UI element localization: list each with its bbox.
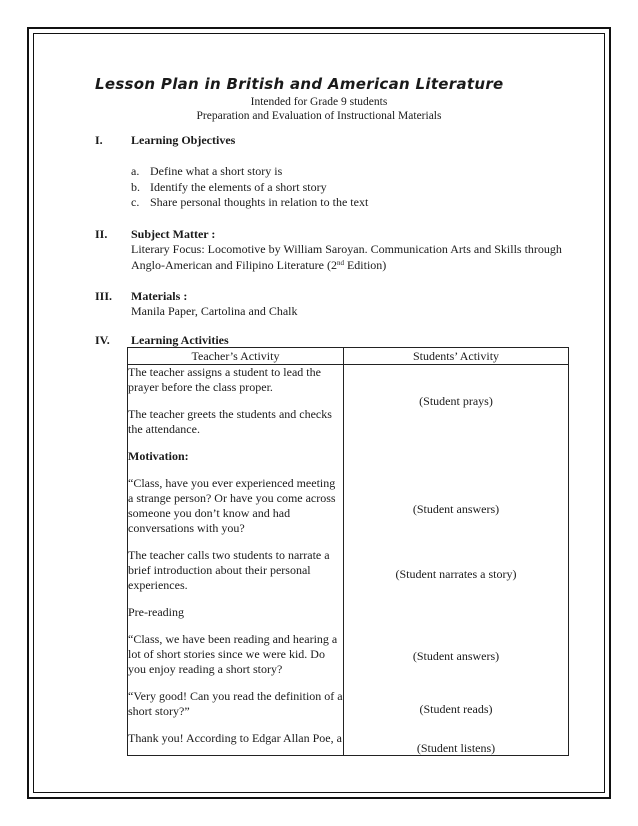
activities-table — [127, 347, 569, 756]
section-heading-subject-matter: Subject Matter : — [131, 227, 216, 241]
teacher-activity-cell — [128, 365, 344, 756]
subtitle-grade: Intended for Grade 9 students — [250, 96, 388, 108]
student-activity-item: (Student prays) — [419, 394, 493, 408]
table-header-students: Students’ Activity — [344, 348, 569, 365]
objective-item: Share personal thoughts in relation to the text — [150, 195, 369, 209]
teacher-activity-item: “Very good! Can you read the definition of a short story?” — [128, 689, 343, 718]
section-number-2: II. — [95, 227, 108, 241]
table-header-teacher: Teacher’s Activity — [128, 348, 344, 365]
students-activity-cell — [344, 365, 569, 756]
objective-letter: a. — [131, 164, 140, 178]
materials-text: Manila Paper, Cartolina and Chalk — [131, 304, 298, 318]
student-activity-item: (Student answers) — [412, 649, 500, 663]
objective-letter: c. — [131, 195, 140, 209]
teacher-activity-item: The teacher greets the students and checks the attendance. — [128, 407, 332, 436]
teacher-activity-item: Thank you! According to Edgar Allan Poe, a — [128, 731, 342, 745]
student-activity-item: (Student reads) — [419, 702, 493, 716]
document-title: Lesson Plan in British and American Literature — [95, 75, 504, 93]
subject-matter-line-1: Literary Focus: Locomotive by William Saroyan. Communication Arts and Skills through — [131, 242, 562, 256]
section-number-4: IV. — [95, 333, 110, 347]
teacher-activity-heading: Pre-reading — [128, 605, 184, 619]
section-heading-activities: Learning Activities — [131, 333, 229, 347]
section-heading-objectives: Learning Objectives — [131, 133, 236, 147]
teacher-activity-item: “Class, have you ever experienced meeting a strange person? Or have you come across someone you don’t know and had conversations with you? — [128, 476, 336, 535]
student-activity-item: (Student listens) — [416, 741, 496, 755]
objective-item: Define what a short story is — [150, 164, 283, 178]
teacher-activity-item: The teacher calls two students to narrate a brief introduction about their personal experiences. — [128, 548, 330, 592]
teacher-activity-item: The teacher assigns a student to lead the prayer before the class proper. — [128, 365, 321, 394]
student-activity-item: (Student answers) — [412, 502, 500, 516]
teacher-activity-heading: Motivation: — [128, 449, 189, 463]
teacher-activity-item: “Class, we have been reading and hearing a lot of short stories since we were kid. Do you enjoy reading a short story? — [128, 632, 338, 676]
section-number-3: III. — [95, 289, 113, 303]
objective-item: Identify the elements of a short story — [150, 180, 327, 194]
objective-letter: b. — [131, 180, 140, 194]
subject-matter-line-2: Anglo-American and Filipino Literature (2nd Edition) — [131, 258, 387, 272]
subtitle-course: Preparation and Evaluation of Instructional Materials — [196, 110, 442, 122]
section-number-1: I. — [95, 133, 103, 147]
section-heading-materials: Materials : — [131, 289, 188, 303]
student-activity-item: (Student narrates a story) — [395, 567, 517, 581]
